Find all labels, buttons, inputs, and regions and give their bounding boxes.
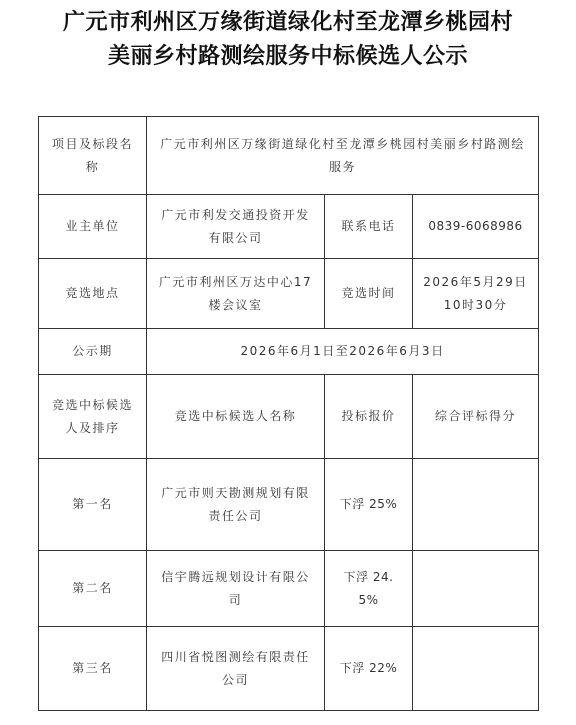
period-row (39, 329, 539, 375)
phone-value: 0839-6068986 (413, 195, 539, 259)
table-row (39, 551, 539, 627)
row-price: 下浮 24.5% (325, 551, 413, 627)
row-name: 广元市则天勘测规划有限责任公司 (147, 459, 325, 551)
row-price: 下浮 25% (325, 459, 413, 551)
project-value: 广元市利州区万缘街道绿化村至龙潭乡桃园村美丽乡村路测绘服务 (147, 117, 539, 195)
period-label: 公示期 (39, 329, 147, 375)
header-name: 竞选中标候选人名称 (147, 375, 325, 459)
header-price: 投标报价 (325, 375, 413, 459)
page-title (0, 6, 576, 74)
table-row (39, 459, 539, 551)
phone-label: 联系电话 (325, 195, 413, 259)
row-price: 下浮 22% (325, 627, 413, 711)
header-rank: 竞选中标候选人及排序 (39, 375, 147, 459)
period-value: 2026年6月1日至2026年6月3日 (147, 329, 539, 375)
row-score (413, 551, 539, 627)
owner-value: 广元市利发交通投资开发有限公司 (147, 195, 325, 259)
owner-row (39, 195, 539, 259)
row-rank: 第一名 (39, 459, 147, 551)
table-row (39, 627, 539, 711)
row-rank: 第三名 (39, 627, 147, 711)
candidates-header-row (39, 375, 539, 459)
row-score (413, 459, 539, 551)
project-row (39, 117, 539, 195)
row-score (413, 627, 539, 711)
header-score: 综合评标得分 (413, 375, 539, 459)
time-label: 竞选时间 (325, 259, 413, 329)
announcement-table (38, 116, 539, 711)
title-line-1: 广元市利州区万缘街道绿化村至龙潭乡桃园村 (62, 10, 513, 35)
place-value: 广元市利州区万达中心17楼会议室 (147, 259, 325, 329)
owner-label: 业主单位 (39, 195, 147, 259)
row-rank: 第二名 (39, 551, 147, 627)
place-row (39, 259, 539, 329)
time-value: 2026年5月29日10时30分 (413, 259, 539, 329)
place-label: 竞选地点 (39, 259, 147, 329)
project-label: 项目及标段名称 (39, 117, 147, 195)
row-name: 信宇腾远规划设计有限公司 (147, 551, 325, 627)
row-name: 四川省悦图测绘有限责任公司 (147, 627, 325, 711)
title-line-2: 美丽乡村路测绘服务中标候选人公示 (107, 44, 468, 69)
